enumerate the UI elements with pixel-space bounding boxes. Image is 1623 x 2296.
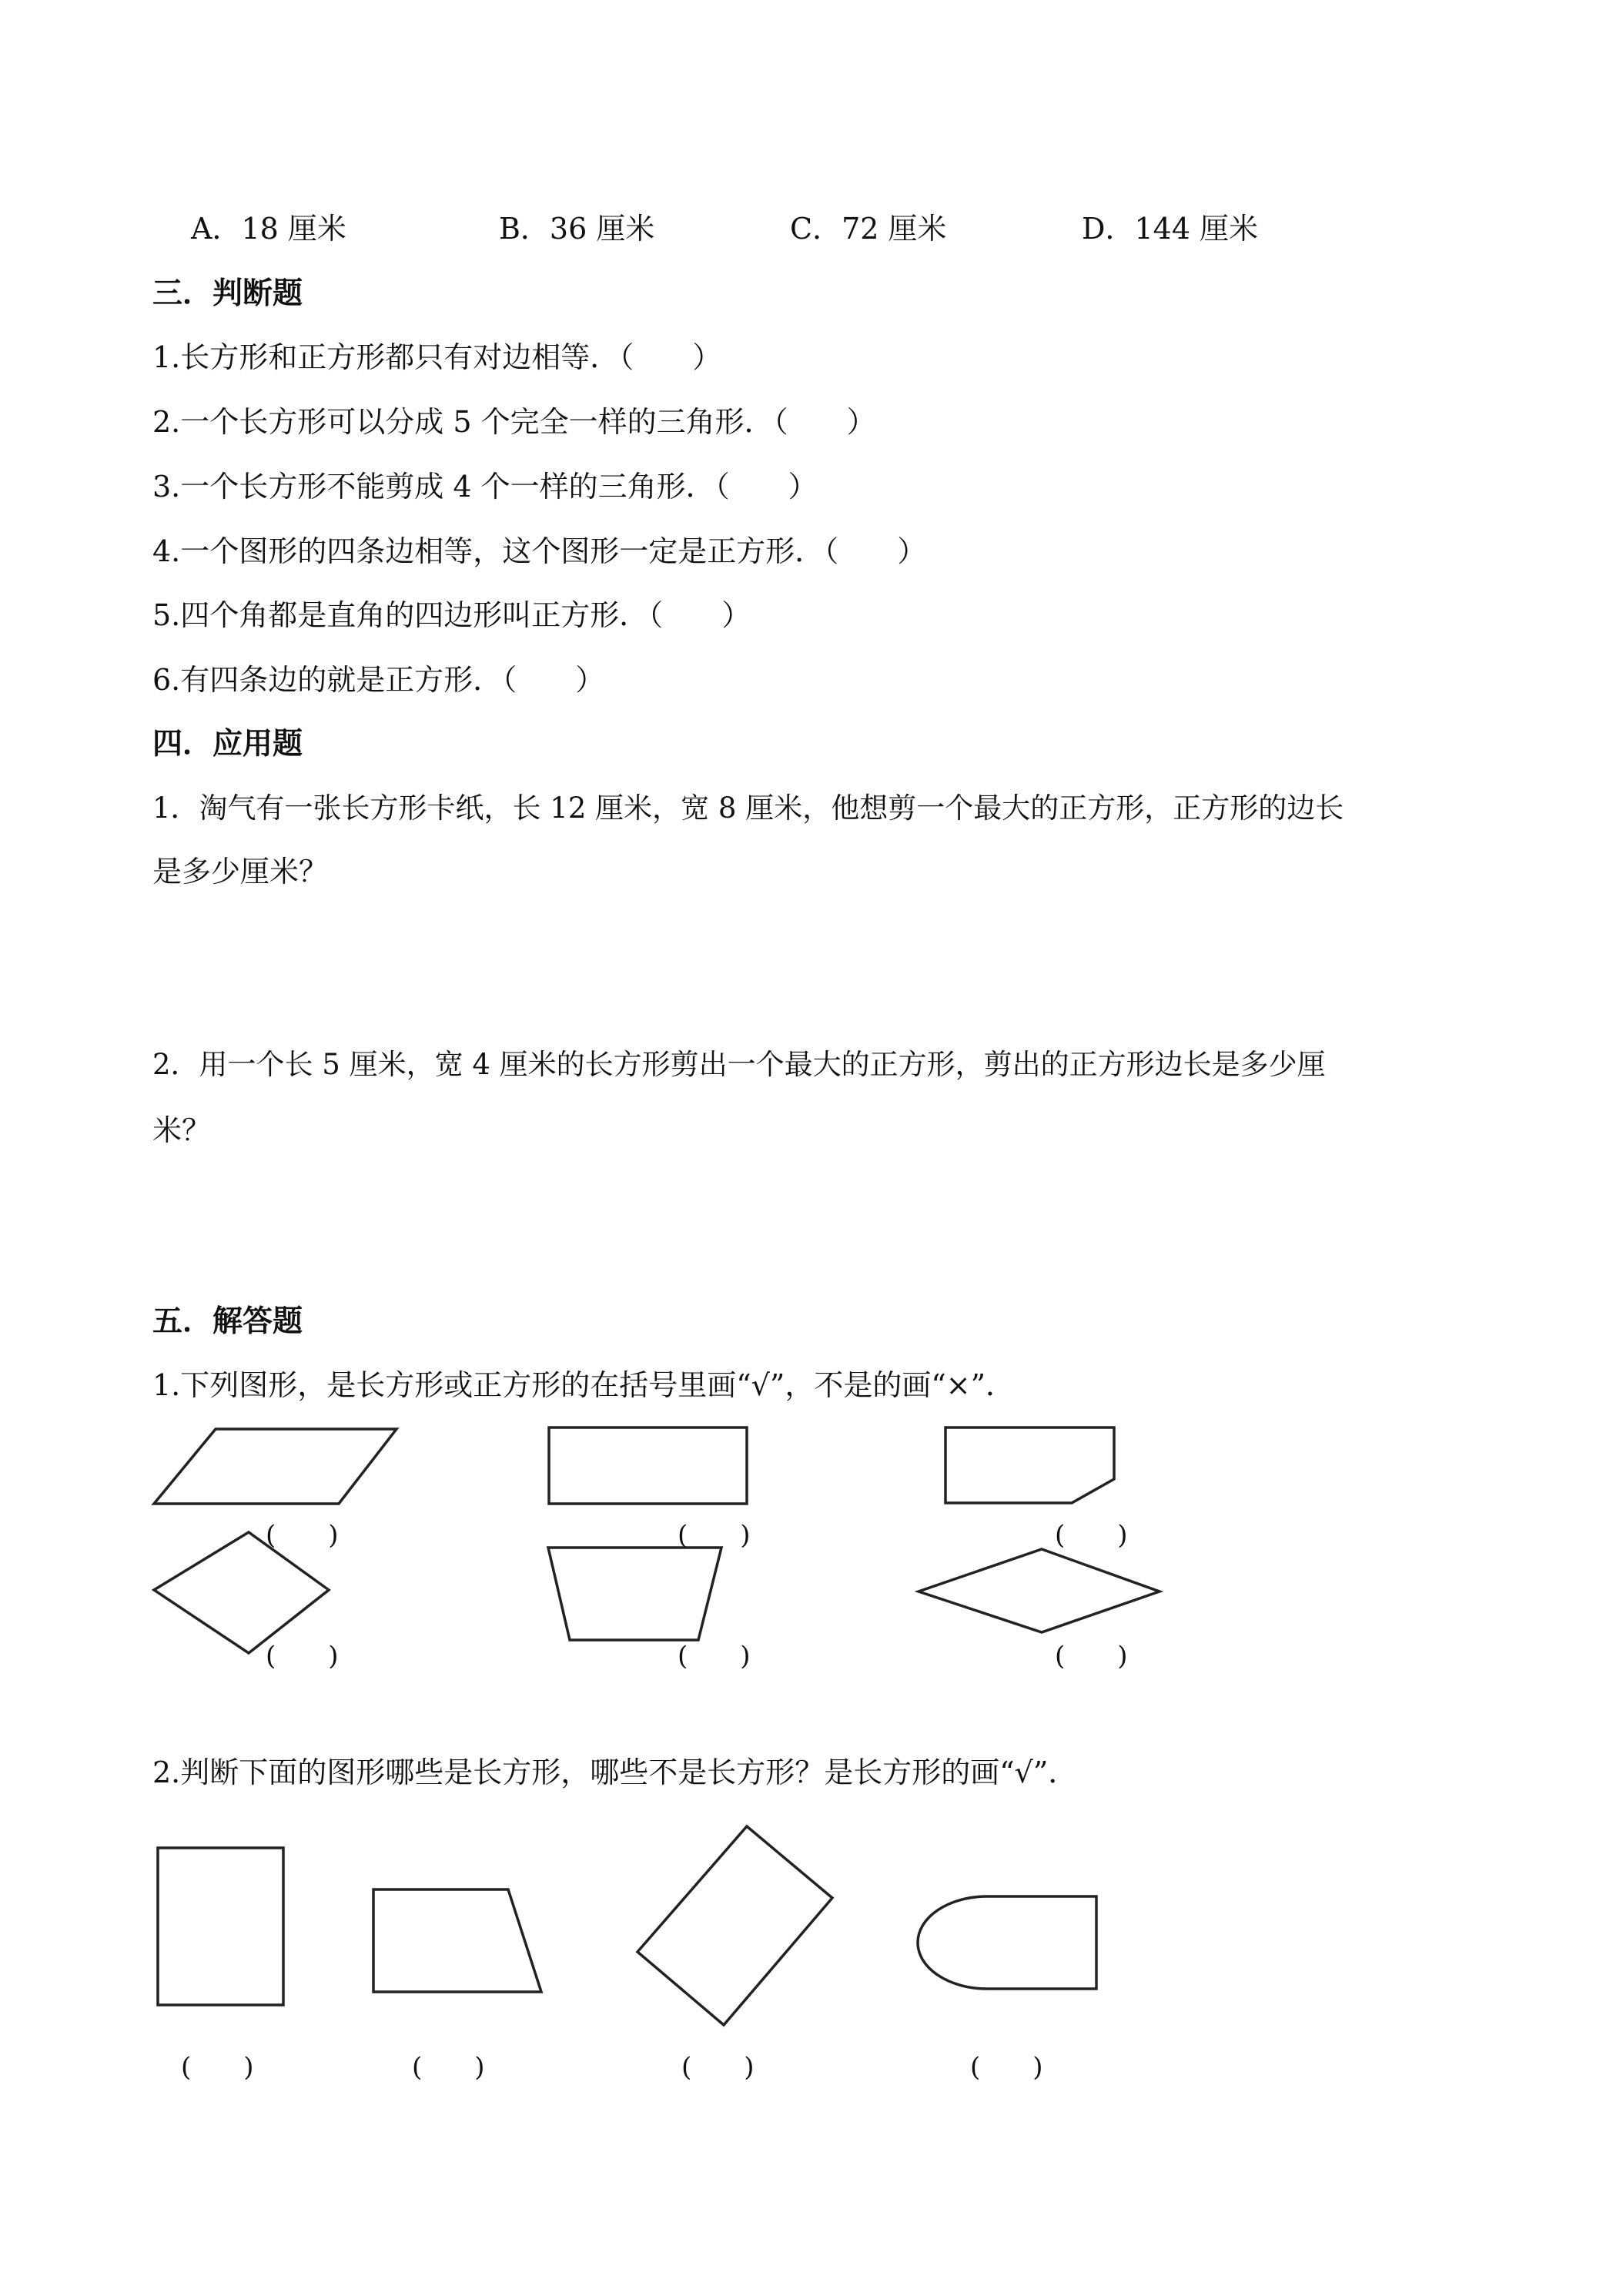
bracket-q2-3: ( ) [681, 2052, 755, 2083]
app-q1-line1: 1．淘气有一张长方形卡纸，长 12 厘米，宽 8 厘米，他想剪一个最大的正方形，正方形的边长 [152, 792, 1344, 825]
bracket-q1-4: ( ) [266, 1641, 339, 1672]
answer-q1: 1.下列图形，是长方形或正方形的在括号里画“√”，不是的画“×”． [152, 1368, 1016, 1402]
bracket-q1-5: ( ) [678, 1641, 751, 1672]
option-d: D．144 厘米 [1082, 212, 1259, 246]
judge-item-3: 3.一个长方形不能剪成 4 个一样的三角形．（ ） [152, 470, 818, 504]
section3-title: 三．判断题 [152, 276, 303, 311]
flat-rhombus-shape [919, 1549, 1160, 1632]
judge-item-4: 4.一个图形的四条边相等，这个图形一定是正方形．（ ） [152, 534, 927, 568]
bracket-q2-2: ( ) [412, 2052, 485, 2083]
bracket-q1-6: ( ) [1055, 1641, 1128, 1672]
app-q2-line2: 米？ [152, 1113, 212, 1147]
tall-rectangle-shape [158, 1848, 283, 2005]
tilted-square-shape [637, 1826, 832, 2025]
cut-corner-rectangle-shape [945, 1427, 1114, 1503]
judge-item-2: 2.一个长方形可以分成 5 个完全一样的三角形．（ ） [152, 405, 876, 439]
trapezoid-shape [548, 1548, 721, 1640]
parallelogram-shape [154, 1429, 397, 1504]
right-trapezoid-shape [373, 1889, 541, 1992]
judge-item-1: 1.长方形和正方形都只有对边相等．（ ） [152, 340, 722, 374]
judge-item-6: 6.有四条边的就是正方形．（ ） [152, 663, 605, 697]
bracket-q1-3: ( ) [1055, 1520, 1128, 1551]
option-b: B．36 厘米 [499, 212, 655, 246]
rectangle-shape [549, 1427, 747, 1504]
option-a: A．18 厘米 [191, 212, 346, 246]
app-q1-line2: 是多少厘米？ [152, 855, 329, 889]
section4-title: 四．应用题 [152, 727, 303, 761]
rounded-end-shape [918, 1896, 1096, 1989]
judge-item-5: 5.四个角都是直角的四边形叫正方形．（ ） [152, 598, 751, 632]
answer-q2: 2.判断下面的图形哪些是长方形，哪些不是长方形？是长方形的画“√”． [152, 1755, 1078, 1789]
bracket-q1-2: ( ) [678, 1520, 751, 1551]
bracket-q2-1: ( ) [181, 2052, 254, 2083]
bracket-q1-1: ( ) [266, 1520, 339, 1551]
option-c: C．72 厘米 [790, 212, 947, 246]
app-q2-line1: 2．用一个长 5 厘米，宽 4 厘米的长方形剪出一个最大的正方形，剪出的正方形边长是多少厘 [152, 1048, 1326, 1081]
section5-title: 五．解答题 [152, 1304, 303, 1339]
bracket-q2-4: ( ) [970, 2052, 1043, 2083]
